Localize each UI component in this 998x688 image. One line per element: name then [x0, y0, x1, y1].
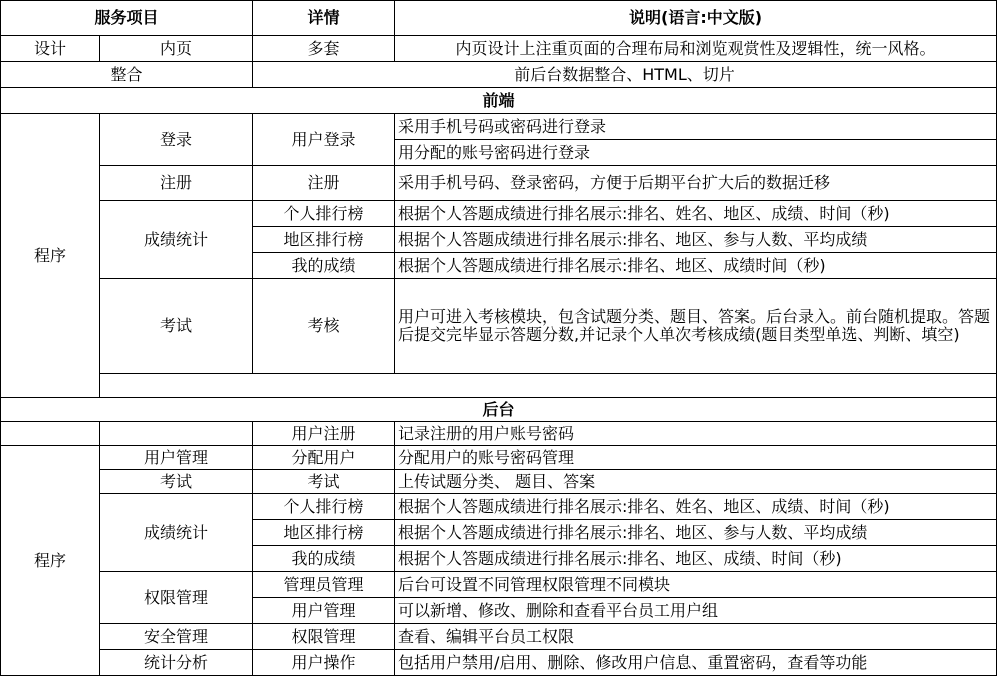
backend-score-detail-cell: 我的成绩: [253, 546, 395, 572]
section-title-frontend: 前端: [1, 88, 997, 114]
exam-cell: 考试: [100, 279, 253, 374]
register-detail-cell: 注册: [253, 166, 395, 201]
assign-user-desc-cell: 分配用户的账号密码管理: [395, 446, 997, 470]
backend-score-detail-cell: 地区排行榜: [253, 520, 395, 546]
login-cell: 登录: [100, 114, 253, 166]
perm-user-mgmt-desc-cell: 可以新增、修改、删除和查看平台员工用户组: [395, 598, 997, 624]
table-row: [1, 494, 997, 520]
section-title-backend: 后台: [1, 398, 997, 422]
backend-exam-detail-cell: 考试: [253, 470, 395, 494]
score-desc-cell: 根据个人答题成绩进行排名展示:排名、地区、参与人数、平均成绩: [395, 227, 997, 253]
backend-program-cell: 程序: [1, 446, 100, 676]
backend-score-stats-cell: 成绩统计: [100, 494, 253, 572]
table-row: [1, 62, 997, 88]
user-ops-cell: 用户操作: [253, 650, 395, 676]
table-row: [1, 446, 997, 470]
score-desc-cell: 根据个人答题成绩进行排名展示:排名、地区、成绩时间（秒): [395, 253, 997, 279]
backend-score-desc-cell: 根据个人答题成绩进行排名展示:排名、地区、参与人数、平均成绩: [395, 520, 997, 546]
score-detail-cell: 地区排行榜: [253, 227, 395, 253]
backend-score-detail-cell: 个人排行榜: [253, 494, 395, 520]
merge-desc-cell: 前后台数据整合、HTML、切片: [253, 62, 997, 88]
frontend-spacer-cell: [100, 374, 997, 398]
user-ops-desc-cell: 包括用户禁用/启用、删除、修改用户信息、重置密码，查看等功能: [395, 650, 997, 676]
backend-score-desc-cell: 根据个人答题成绩进行排名展示:排名、姓名、地区、成绩、时间（秒): [395, 494, 997, 520]
table-row: [1, 279, 997, 374]
design-cell: 设计: [1, 36, 100, 62]
table-row: [1, 422, 997, 446]
exam-desc-cell: 用户可进入考核模块，包含试题分类、题目、答案。后台录入。前台随机提取。答题后提交完毕显示答题分数,并记录个人单次考核成绩(题目类型单选、判断、填空): [395, 279, 997, 374]
backend-exam-cell: 考试: [100, 470, 253, 494]
stats-analysis-cell: 统计分析: [100, 650, 253, 676]
table-row: [1, 624, 997, 650]
register-desc-cell: 采用手机号码、登录密码，方便于后期平台扩大后的数据迁移: [395, 166, 997, 201]
section-row-frontend: [1, 88, 997, 114]
score-desc-cell: 根据个人答题成绩进行排名展示:排名、姓名、地区、成绩、时间（秒): [395, 201, 997, 227]
empty-cell: [100, 422, 253, 446]
perm-mgmt-cell: 权限管理: [100, 572, 253, 624]
assign-user-cell: 分配用户: [253, 446, 395, 470]
perm-user-mgmt-cell: 用户管理: [253, 598, 395, 624]
backend-exam-desc-cell: 上传试题分类、 题目、答案: [395, 470, 997, 494]
user-register-cell: 用户注册: [253, 422, 395, 446]
inner-page-cell: 内页: [100, 36, 253, 62]
empty-cell: [1, 422, 100, 446]
security-desc-cell: 查看、编辑平台员工权限: [395, 624, 997, 650]
user-login-cell: 用户登录: [253, 114, 395, 166]
header-description: 说明(语言:中文版): [395, 1, 997, 36]
table-row: [1, 36, 997, 62]
user-register-desc-cell: 记录注册的用户账号密码: [395, 422, 997, 446]
user-mgmt-cell: 用户管理: [100, 446, 253, 470]
section-row-backend: [1, 398, 997, 422]
table-row: [1, 470, 997, 494]
frontend-program-cell: 程序: [1, 114, 100, 398]
table-row: [1, 201, 997, 227]
header-detail: 详情: [253, 1, 395, 36]
table-row: [1, 572, 997, 598]
score-stats-cell: 成绩统计: [100, 201, 253, 279]
table-row: [1, 166, 997, 201]
admin-mgmt-desc-cell: 后台可设置不同管理权限管理不同模块: [395, 572, 997, 598]
admin-mgmt-cell: 管理员管理: [253, 572, 395, 598]
login-desc-cell: 用分配的账号密码进行登录: [395, 140, 997, 166]
security-detail-cell: 权限管理: [253, 624, 395, 650]
table-row: [1, 114, 997, 140]
spacer-row: [1, 374, 997, 398]
multi-set-cell: 多套: [253, 36, 395, 62]
login-desc-cell: 采用手机号码或密码进行登录: [395, 114, 997, 140]
table-row: [1, 650, 997, 676]
backend-score-desc-cell: 根据个人答题成绩进行排名展示:排名、地区、成绩、时间（秒): [395, 546, 997, 572]
merge-cell: 整合: [1, 62, 253, 88]
register-cell: 注册: [100, 166, 253, 201]
header-row: [1, 1, 997, 36]
exam-detail-cell: 考核: [253, 279, 395, 374]
security-mgmt-cell: 安全管理: [100, 624, 253, 650]
design-desc-cell: 内页设计上注重页面的合理布局和浏览观赏性及逻辑性，统一风格。: [395, 36, 997, 62]
score-detail-cell: 我的成绩: [253, 253, 395, 279]
score-detail-cell: 个人排行榜: [253, 201, 395, 227]
header-service-item: 服务项目: [1, 1, 253, 36]
